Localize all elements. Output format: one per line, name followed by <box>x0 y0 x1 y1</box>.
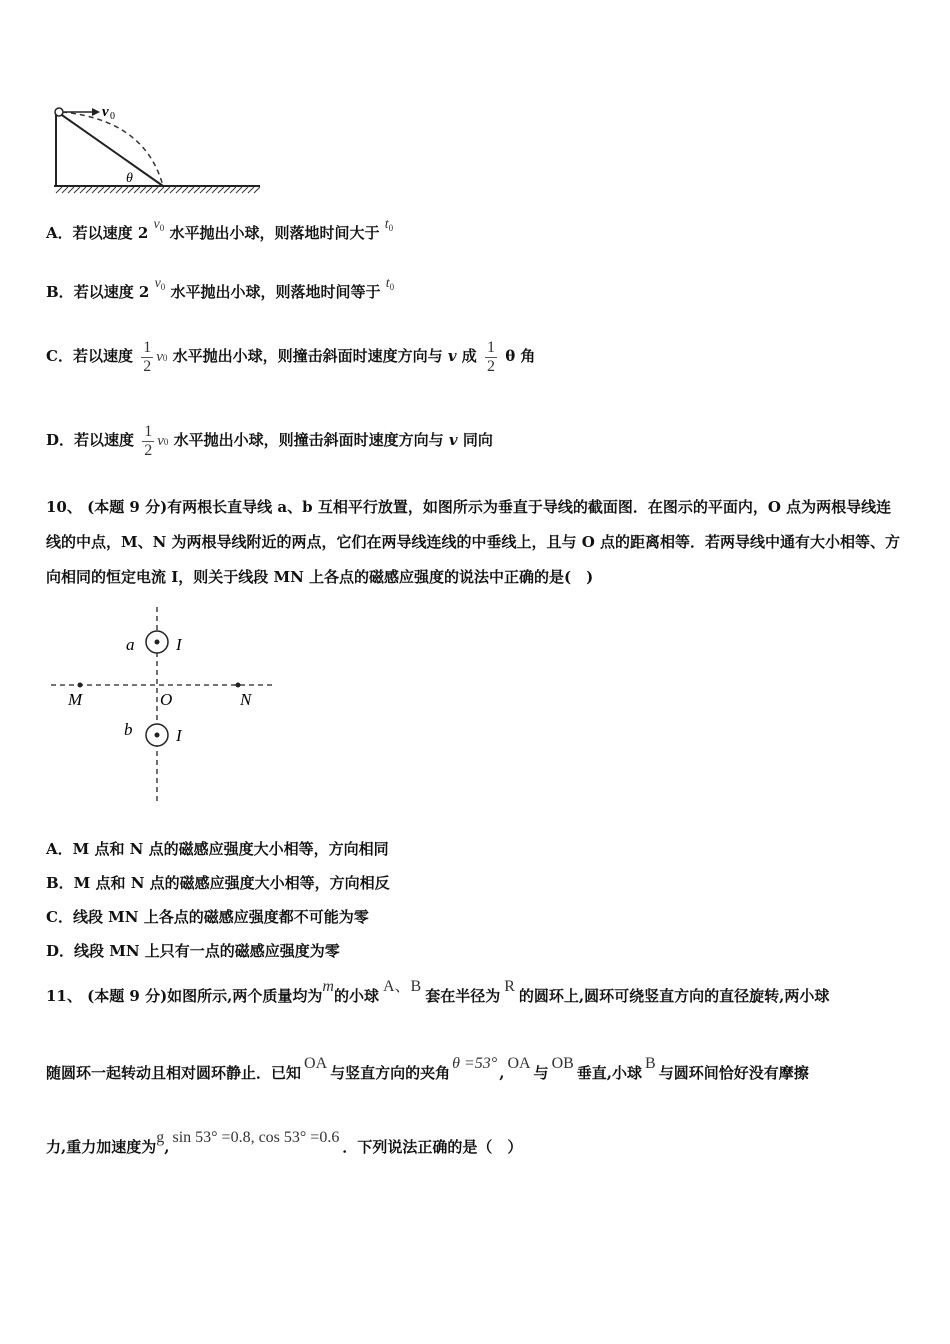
label-I-top: I <box>176 635 182 654</box>
v0-label: v <box>102 104 109 120</box>
point-M <box>78 683 83 688</box>
fraction-half: $\frac{1}{2}$ <box>143 338 152 375</box>
label-I-bottom: I <box>176 726 182 745</box>
label-b: b <box>124 720 133 739</box>
label-a: a <box>126 635 135 654</box>
theta-label: θ <box>126 171 133 186</box>
q10-option-d: D．线段 MN 上只有一点的磁感应强度为零 <box>46 942 340 960</box>
incline-line <box>59 113 163 186</box>
q9-option-b: B．若以速度 2 $v^0$ 水平抛出小球，则落地时间等于 $t^0$ <box>46 276 395 301</box>
wire-a-dot <box>155 640 160 645</box>
q10-option-a: A．M 点和 N 点的磁感应强度大小相等，方向相同 <box>46 840 389 858</box>
wire-b-dot <box>155 733 160 738</box>
q10-option-c: C．线段 MN 上各点的磁感应强度都不可能为零 <box>46 908 369 926</box>
two-wires-figure <box>48 605 283 805</box>
label-N: N <box>240 690 252 709</box>
q11-line-1: 11、 (本题 9 分)如图所示,两个质量均为m的小球A、B套在半径为R的圆环上,圆环可绕竖直方向的直径旋转,两小球 <box>46 978 830 1005</box>
label-O: O <box>160 690 173 709</box>
q11-line-2: 随圆环一起转动且相对圆环静止．已知OA与竖直方向的夹角θ =53°,OA与OB垂直,小球B与圆环间恰好没有摩擦 <box>46 1055 809 1082</box>
q9-option-d: D．若以速度 $\frac{1}{2}$ v0 水平抛出小球，则撞击斜面时速度方向与 v 同向 <box>46 422 493 459</box>
q11-line-3: 力,重力加速度为g,sin 53° =0.8, cos 53° =0.6．下列说法正确的是（ ） <box>46 1129 523 1156</box>
q10-option-b: B．M 点和 N 点的磁感应强度大小相等，方向相反 <box>46 874 390 892</box>
velocity-arrowhead <box>92 108 100 116</box>
q9-option-c: C．若以速度 $\frac{1}{2}$ v0 水平抛出小球，则撞击斜面时速度方向与 v 成 $\frac{1}{2}$ θ 角 <box>46 338 536 375</box>
projectile-incline-figure <box>50 100 265 195</box>
q9-option-a: A．若以速度 2 $v^0$ 水平抛出小球，则落地时间大于 $t^0$ <box>46 217 394 242</box>
q10-stem: 10、 (本题 9 分)有两根长直导线 a、b 互相平行放置，如图所示为垂直于导线的截面图．在图示的平面内，O 点为两根导线连线的中点，M、N 为两根导线附近的两点，它们在两导线连线的中垂线上，且与 O 点的距离相等．若两导线中通有大小相等、方向相同的恒定电流 I，则关于线段 MN 上各点的磁感应强度的说法中正确的是( ) <box>46 498 901 586</box>
fraction-half: $\frac{1}{2}$ <box>144 422 153 459</box>
point-N <box>236 683 241 688</box>
ground-hatching <box>56 187 260 193</box>
fraction-half-2: $\frac{1}{2}$ <box>486 338 495 375</box>
label-M: M <box>68 690 83 709</box>
ball <box>55 108 63 116</box>
v0-subscript: 0 <box>110 111 115 122</box>
